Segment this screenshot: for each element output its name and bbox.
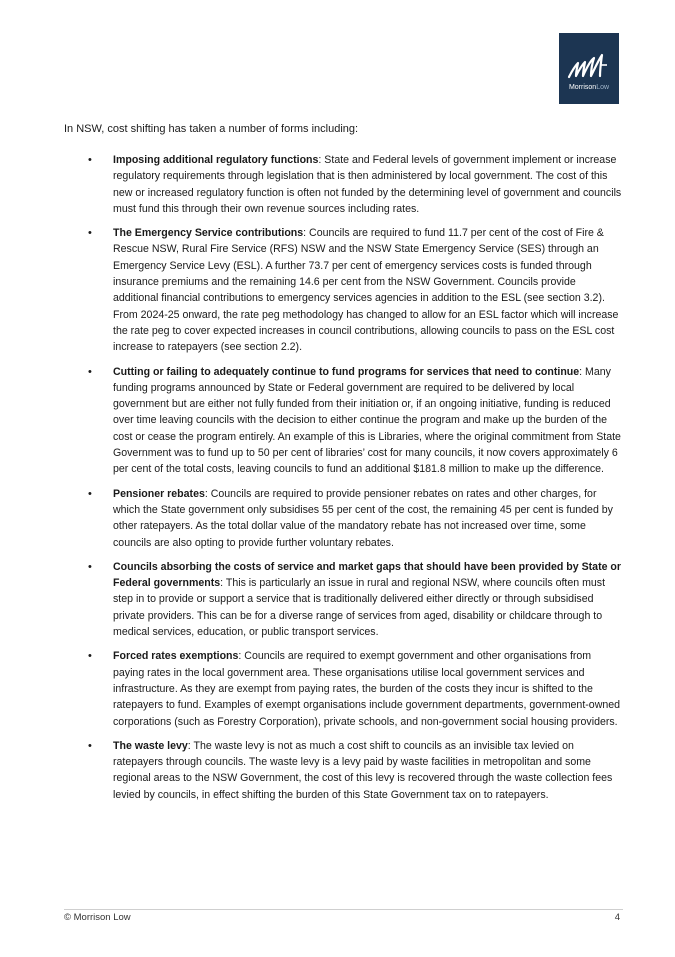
item-term: The waste levy bbox=[113, 739, 188, 752]
intro-paragraph: In NSW, cost shifting has taken a number of forms including: bbox=[64, 123, 359, 135]
list-item bbox=[88, 738, 622, 803]
footer-copyright: © Morrison Low bbox=[64, 912, 131, 923]
item-term: Cutting or failing to adequately continue to fund programs for services that need to continue bbox=[113, 365, 580, 378]
footer-divider bbox=[64, 909, 623, 910]
logo-wordmark bbox=[559, 84, 619, 91]
logo-brand-low: Low bbox=[596, 84, 610, 91]
item-term: The Emergency Service contributions bbox=[113, 227, 304, 240]
bullet-icon: • bbox=[88, 739, 92, 752]
bullet-icon: • bbox=[88, 227, 92, 240]
list-item bbox=[88, 559, 622, 640]
list-item bbox=[88, 225, 622, 355]
bullet-icon: • bbox=[88, 154, 92, 166]
item-text: : State and Federal levels of government implement or increase regulatory requirements through legislation that is then administered by local government. The cost of this new or increased regulatory function is often not funded by the determining level of government and councils must fund this through their own revenue sources including rates. bbox=[113, 154, 622, 215]
item-text: : Councils are required to provide pensioner rebates on rates and other charges, for which the State government only subsidises 55 per cent of the cost, the remaining 45 per cent is funded by other ratepayers. As the total dollar value of the mandatory rebate has not increased over time, some councils are also opting to provide further voluntary rebates. bbox=[113, 487, 613, 549]
list-item bbox=[88, 648, 622, 729]
list-item bbox=[88, 152, 622, 217]
item-text: : Many funding programs announced by State or Federal government are required to be delivered by local government but are either not fully funded from their initiation or, if an ongoing initiative, funding is reduced over time leaving councils with the decision to either continue the program and make up the burden of the cost or cease the program entirely. An example of this is Libraries, where the original commitment from State Government was to fund up to 50 per cent of libraries’ cost for many councils, it now covers approximately 6 per cent of the total costs, leaving councils to fund an additional $181.8 million to make up the difference. bbox=[113, 365, 621, 476]
bullet-icon: • bbox=[88, 365, 92, 378]
item-term: Pensioner rebates bbox=[113, 487, 205, 500]
logo-brand-main: Morrison bbox=[568, 84, 597, 91]
item-term: Councils absorbing the costs of service and market gaps that should have been provided by State or Federal governments bbox=[113, 560, 622, 590]
bullet-icon: • bbox=[88, 650, 92, 663]
item-term: Forced rates exemptions bbox=[113, 650, 239, 663]
logo-mark-icon bbox=[567, 51, 611, 81]
list-item bbox=[88, 364, 622, 478]
item-term: Imposing additional regulatory functions bbox=[113, 154, 319, 166]
item-text: : The waste levy is not as much a cost shift to councils as an invisible tax levied on ratepayers through councils. The waste levy is a levy paid by waste facilities in metropolitan and some regional areas to the NSW Government, the cost of this levy is recovered through the waste collection fees levied by councils, in effect shifting the burden of this State Government tax on to ratepayers. bbox=[113, 739, 613, 801]
list-item bbox=[88, 486, 622, 551]
item-text: : Councils are required to exempt government and other organisations from paying rates in the local government area. These organisations utilise local government services and infrastructure. As they are exempt from paying rates, the burden of the costs they incur is shifted to the ratepayers to fund. Examples of exempt organisations include government departments, government-owned corporations (such as Forestry Corporation), private schools, and non-government social housing providers. bbox=[113, 650, 621, 728]
morrison-low-logo bbox=[559, 33, 619, 104]
cost-shifting-list bbox=[88, 152, 622, 811]
item-text: : This is particularly an issue in rural and regional NSW, where councils often must step in to provide or support a service that is traditionally delivered either directly or through subsidised private providers. This can be for a diverse range of services from aged, disability or childcare through to medical services, education, or public transport services. bbox=[113, 577, 606, 639]
page-number: 4 bbox=[614, 912, 620, 923]
item-text: : Councils are required to fund 11.7 per cent of the cost of Fire & Rescue NSW, Rural Fire Service (RFS) NSW and the NSW State Emergency Service (SES) through an Emergency Service Levy (ESL). A further 73.7 per cent of emergency services costs is funded through insurance premiums and the remaining 14.6 per cent from the NSW Government. Councils provide additional financial contributions to emergency services agencies in addition to the ESL (see section 3.2). From 2024-25 onward, the rate peg methodology has changed to allow for an ESL factor which will increase the rate peg to cover expected increases in council contributions, allowing councils to pass on the ESL cost increase to ratepayers (see section 2.2). bbox=[113, 227, 619, 354]
bullet-icon: • bbox=[88, 560, 92, 573]
bullet-icon: • bbox=[88, 487, 92, 500]
